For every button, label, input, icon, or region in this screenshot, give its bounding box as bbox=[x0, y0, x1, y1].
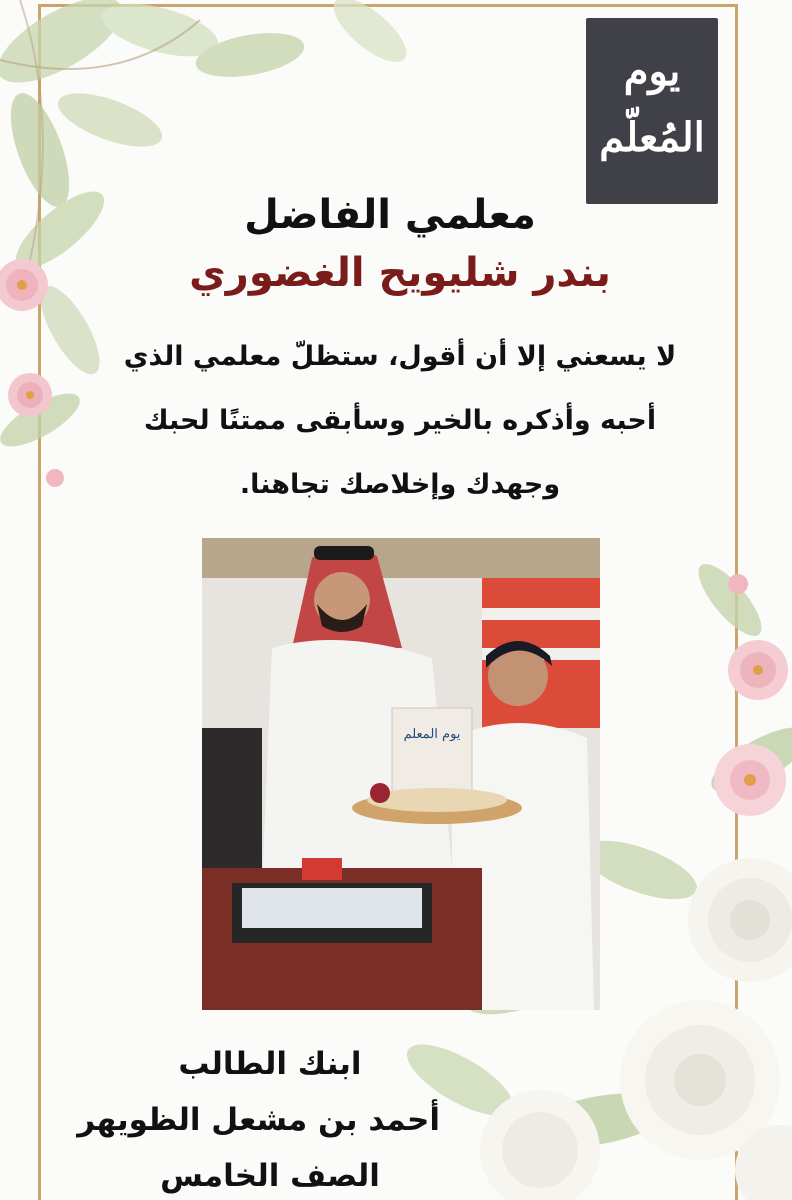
logo-line2: المُعلّم bbox=[599, 114, 705, 161]
message-line-3: وجهدك وإخلاصك تجاهنا. bbox=[239, 469, 561, 500]
teacher-day-logo bbox=[586, 18, 718, 204]
signoff-label: ابنك الطالب bbox=[178, 1046, 362, 1082]
message-line-1: لا يسعني إلا أن أقول، ستظلّ معلمي الذي bbox=[123, 341, 677, 372]
student-name: أحمد بن مشعل الظويهر bbox=[77, 1102, 440, 1138]
thank-you-message bbox=[80, 325, 720, 517]
teacher-name: بندر شليويح الغضوري bbox=[189, 250, 611, 296]
teacher-student-photo bbox=[202, 538, 600, 1010]
student-signoff bbox=[77, 1036, 440, 1200]
logo-line1: يوم bbox=[623, 48, 681, 95]
plaque-text: يوم المعلم bbox=[403, 727, 461, 742]
student-grade: الصف الخامس bbox=[160, 1158, 380, 1194]
card-title: معلمي الفاضل bbox=[244, 192, 536, 238]
message-line-2: أحبه وأذكره بالخير وسأبقى ممتنًا لحبك bbox=[143, 405, 657, 436]
photo-illustration bbox=[202, 538, 600, 1010]
